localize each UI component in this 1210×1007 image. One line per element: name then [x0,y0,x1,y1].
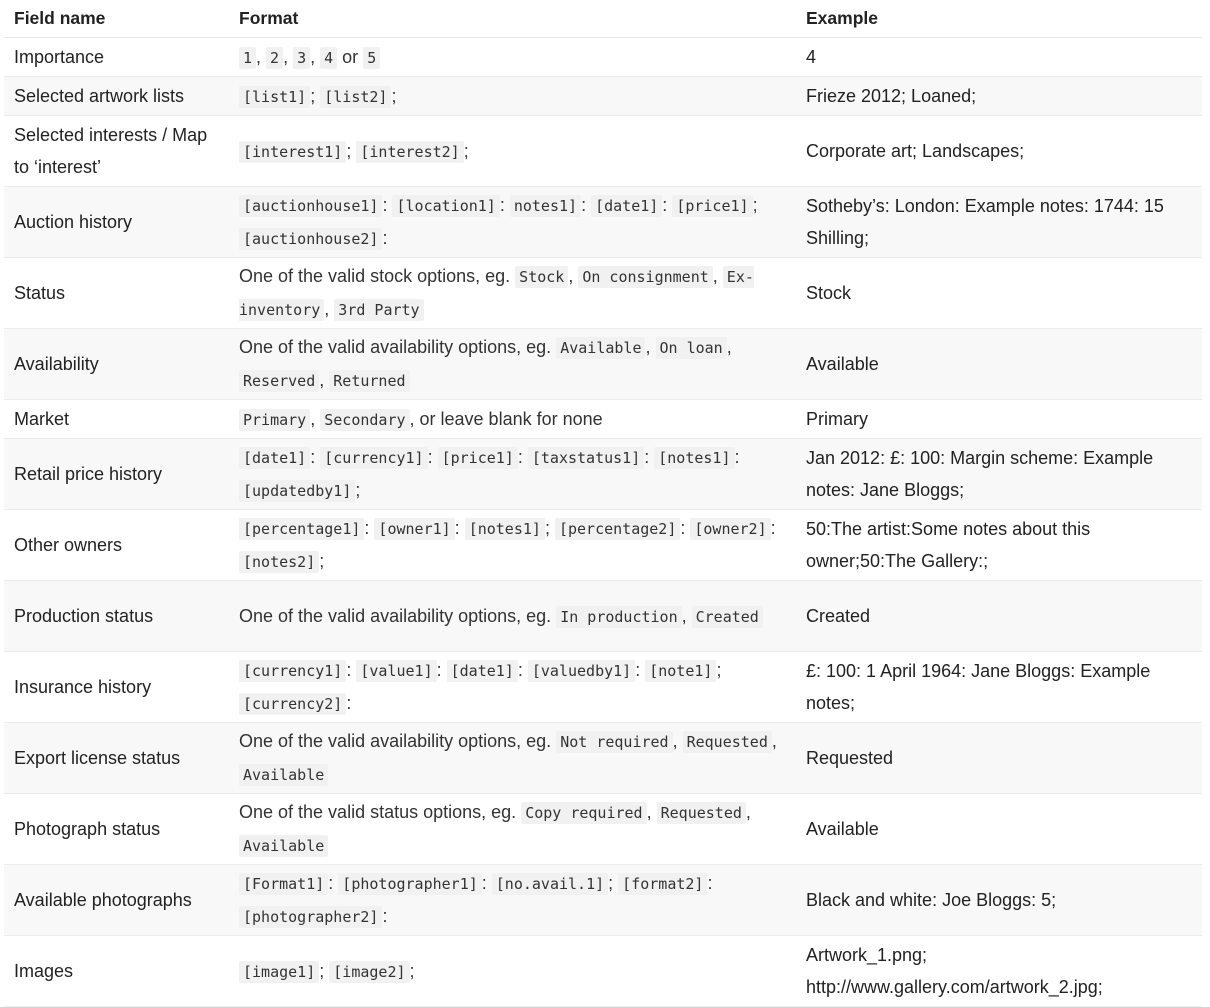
field-name-cell: Selected interests / Map to ‘interest’ [4,116,229,187]
format-code: [date1] [447,660,518,682]
format-text: : [454,518,465,538]
format-text: One of the valid status options, eg. [239,802,522,822]
field-name-cell: Market [4,400,229,439]
format-code: [interest1] [239,141,346,163]
example-cell: Primary [796,400,1202,439]
format-text: ; [544,518,555,538]
table-body [4,38,1202,1007]
field-name-cell: Selected artwork lists [4,77,229,116]
format-cell [229,258,796,329]
format-text: , [568,266,579,286]
format-text: : [581,195,592,215]
table-row [4,258,1202,329]
format-text: One of the valid availability options, eg. [239,605,557,626]
format-code: Available [239,835,328,857]
format-code: [photographer1] [338,873,481,895]
example-cell: Frieze 2012; Loaned; [796,77,1202,116]
format-text: , [646,802,657,822]
format-text: , [681,605,692,626]
format-text: ; [608,873,619,893]
format-code: Secondary [320,409,409,431]
field-name-cell: Auction history [4,187,229,258]
format-text: : [517,660,528,680]
table-row [4,77,1202,116]
format-code: [image2] [329,961,409,983]
format-text: , [672,731,683,751]
format-code: [location1] [392,195,499,217]
format-code: Reserved [239,370,319,392]
format-text: , or leave blank for none [409,408,603,429]
header-row [4,0,1202,38]
format-text: : [382,195,393,215]
format-text: : [382,906,388,926]
format-code: [image1] [239,961,319,983]
format-text: : [680,518,691,538]
format-text: One of the valid stock options, eg. [239,266,516,286]
example-cell: Corporate art; Landscapes; [796,116,1202,187]
field-format-table [4,0,1202,1007]
format-text: : [662,195,673,215]
table-row [4,400,1202,439]
table-header [4,0,1202,38]
format-code: [interest2] [356,141,463,163]
field-name-cell: Export license status [4,723,229,794]
table-row [4,723,1202,794]
format-cell [229,116,796,187]
example-cell: Jan 2012: £: 100: Margin scheme: Example notes: Jane Bloggs; [796,439,1202,510]
format-cell [229,439,796,510]
example-cell: Sotheby’s: London: Example notes: 1744: 15 Shilling; [796,187,1202,258]
format-text: , [283,46,294,67]
format-text: , [712,266,723,286]
format-code: Returned [329,370,409,392]
format-code: [currency1] [320,447,427,469]
format-text: , [745,802,751,822]
format-code: Requested [683,731,772,753]
format-code: [price1] [438,447,518,469]
format-text: : [734,447,740,467]
field-name-cell: Importance [4,38,229,77]
example-cell: Requested [796,723,1202,794]
format-text: ; [463,140,469,161]
format-text: ; [355,480,361,500]
format-code: Available [556,337,645,359]
format-code: [price1] [672,195,752,217]
format-code: 2 [266,47,283,69]
example-cell: Available [796,794,1202,865]
format-code: [updatedby1] [239,480,355,502]
format-text: : [499,195,510,215]
format-code: [photographer2] [239,906,382,928]
format-code: [format2] [618,873,707,895]
format-text: : [481,873,492,893]
format-cell [229,400,796,439]
format-cell [229,581,796,652]
format-text: , [324,299,335,319]
format-code: [note1] [645,660,716,682]
example-cell: 4 [796,38,1202,77]
format-code: [value1] [356,660,436,682]
format-text: : [310,447,321,467]
format-cell [229,865,796,936]
format-text: , [256,46,267,67]
format-code: 3rd Party [334,299,423,321]
example-cell: Created [796,581,1202,652]
format-code: [auctionhouse2] [239,228,382,250]
table-row [4,936,1202,1007]
format-text: or [337,46,364,67]
format-text: : [364,518,375,538]
format-text: : [328,873,339,893]
format-text: , [645,337,656,357]
format-text: : [346,693,352,713]
format-code: [owner1] [374,518,454,540]
format-text: ; [409,960,415,981]
format-text: : [427,447,438,467]
format-code: [notes1] [654,447,734,469]
table-row [4,439,1202,510]
format-code: [percentage2] [555,518,680,540]
format-cell [229,723,796,794]
format-text: : [436,660,447,680]
table-row [4,187,1202,258]
format-code: In production [556,606,681,628]
format-code: [no.avail.1] [492,873,608,895]
format-code: Requested [657,802,746,824]
example-cell: Artwork_1.png; http://www.gallery.com/artwork_2.jpg; [796,936,1202,1007]
format-text: , [771,731,777,751]
format-text: , [310,46,321,67]
format-code: [currency1] [239,660,346,682]
table-row [4,116,1202,187]
field-name-cell: Photograph status [4,794,229,865]
format-code: Primary [239,409,310,431]
format-cell [229,38,796,77]
format-code: 1 [239,47,256,69]
field-name-cell: Production status [4,581,229,652]
format-text: ; [716,660,722,680]
format-text: : [346,660,357,680]
format-code: notes1] [510,195,581,217]
format-cell [229,329,796,400]
format-text: ; [752,195,758,215]
format-cell [229,652,796,723]
example-cell: £: 100: 1 April 1964: Jane Bloggs: Example notes; [796,652,1202,723]
table-row [4,581,1202,652]
header-format: Format [229,0,796,38]
format-text: : [644,447,655,467]
format-code: On loan [656,337,727,359]
format-text: : [707,873,713,893]
format-code: 3 [293,47,310,69]
format-text: ; [319,551,325,571]
format-text: , [310,408,321,429]
format-code: [list2] [320,86,391,108]
format-code: Not required [556,731,672,753]
format-cell [229,187,796,258]
format-code: [Format1] [239,873,328,895]
format-text: ; [391,85,397,106]
format-text: One of the valid availability options, eg. [239,731,557,751]
format-cell [229,794,796,865]
format-code: Available [239,764,328,786]
format-text: : [635,660,646,680]
format-code: [owner2] [690,518,770,540]
field-name-cell: Other owners [4,510,229,581]
format-code: Stock [515,266,568,288]
format-code: Copy required [521,802,646,824]
format-text: ; [310,85,321,106]
format-code: [auctionhouse1] [239,195,382,217]
table-row [4,652,1202,723]
format-text: ; [346,140,357,161]
field-name-cell: Available photographs [4,865,229,936]
header-example: Example [796,0,1202,38]
format-text: : [517,447,528,467]
format-code: [currency2] [239,693,346,715]
table-row [4,329,1202,400]
format-code: [list1] [239,86,310,108]
format-code: On consignment [578,266,712,288]
field-name-cell: Availability [4,329,229,400]
example-cell: Stock [796,258,1202,329]
format-code: [taxstatus1] [528,447,644,469]
format-code: [valuedby1] [528,660,635,682]
field-name-cell: Images [4,936,229,1007]
format-text: , [726,337,732,357]
format-text: ; [319,960,330,981]
format-code: 5 [363,47,380,69]
format-code: [date1] [591,195,662,217]
example-cell: Black and white: Joe Bloggs: 5; [796,865,1202,936]
table-row [4,794,1202,865]
format-text: : [382,228,388,248]
format-code: 4 [320,47,337,69]
table-row [4,38,1202,77]
header-field-name: Field name [4,0,229,38]
format-text: , [319,370,330,390]
format-text: : [770,518,776,538]
format-code: [percentage1] [239,518,364,540]
example-cell: 50:The artist:Some notes about this owner;50:The Gallery:; [796,510,1202,581]
field-name-cell: Retail price history [4,439,229,510]
format-code: Created [692,606,763,628]
format-text: One of the valid availability options, eg. [239,337,557,357]
format-code: Ex-inventory [239,268,754,319]
format-code: [notes1] [465,518,545,540]
example-cell: Available [796,329,1202,400]
field-name-cell: Status [4,258,229,329]
format-code: [date1] [239,447,310,469]
format-cell [229,510,796,581]
field-name-cell: Insurance history [4,652,229,723]
format-code: [notes2] [239,551,319,573]
table-row [4,510,1202,581]
format-cell [229,936,796,1007]
table-row [4,865,1202,936]
format-cell [229,77,796,116]
